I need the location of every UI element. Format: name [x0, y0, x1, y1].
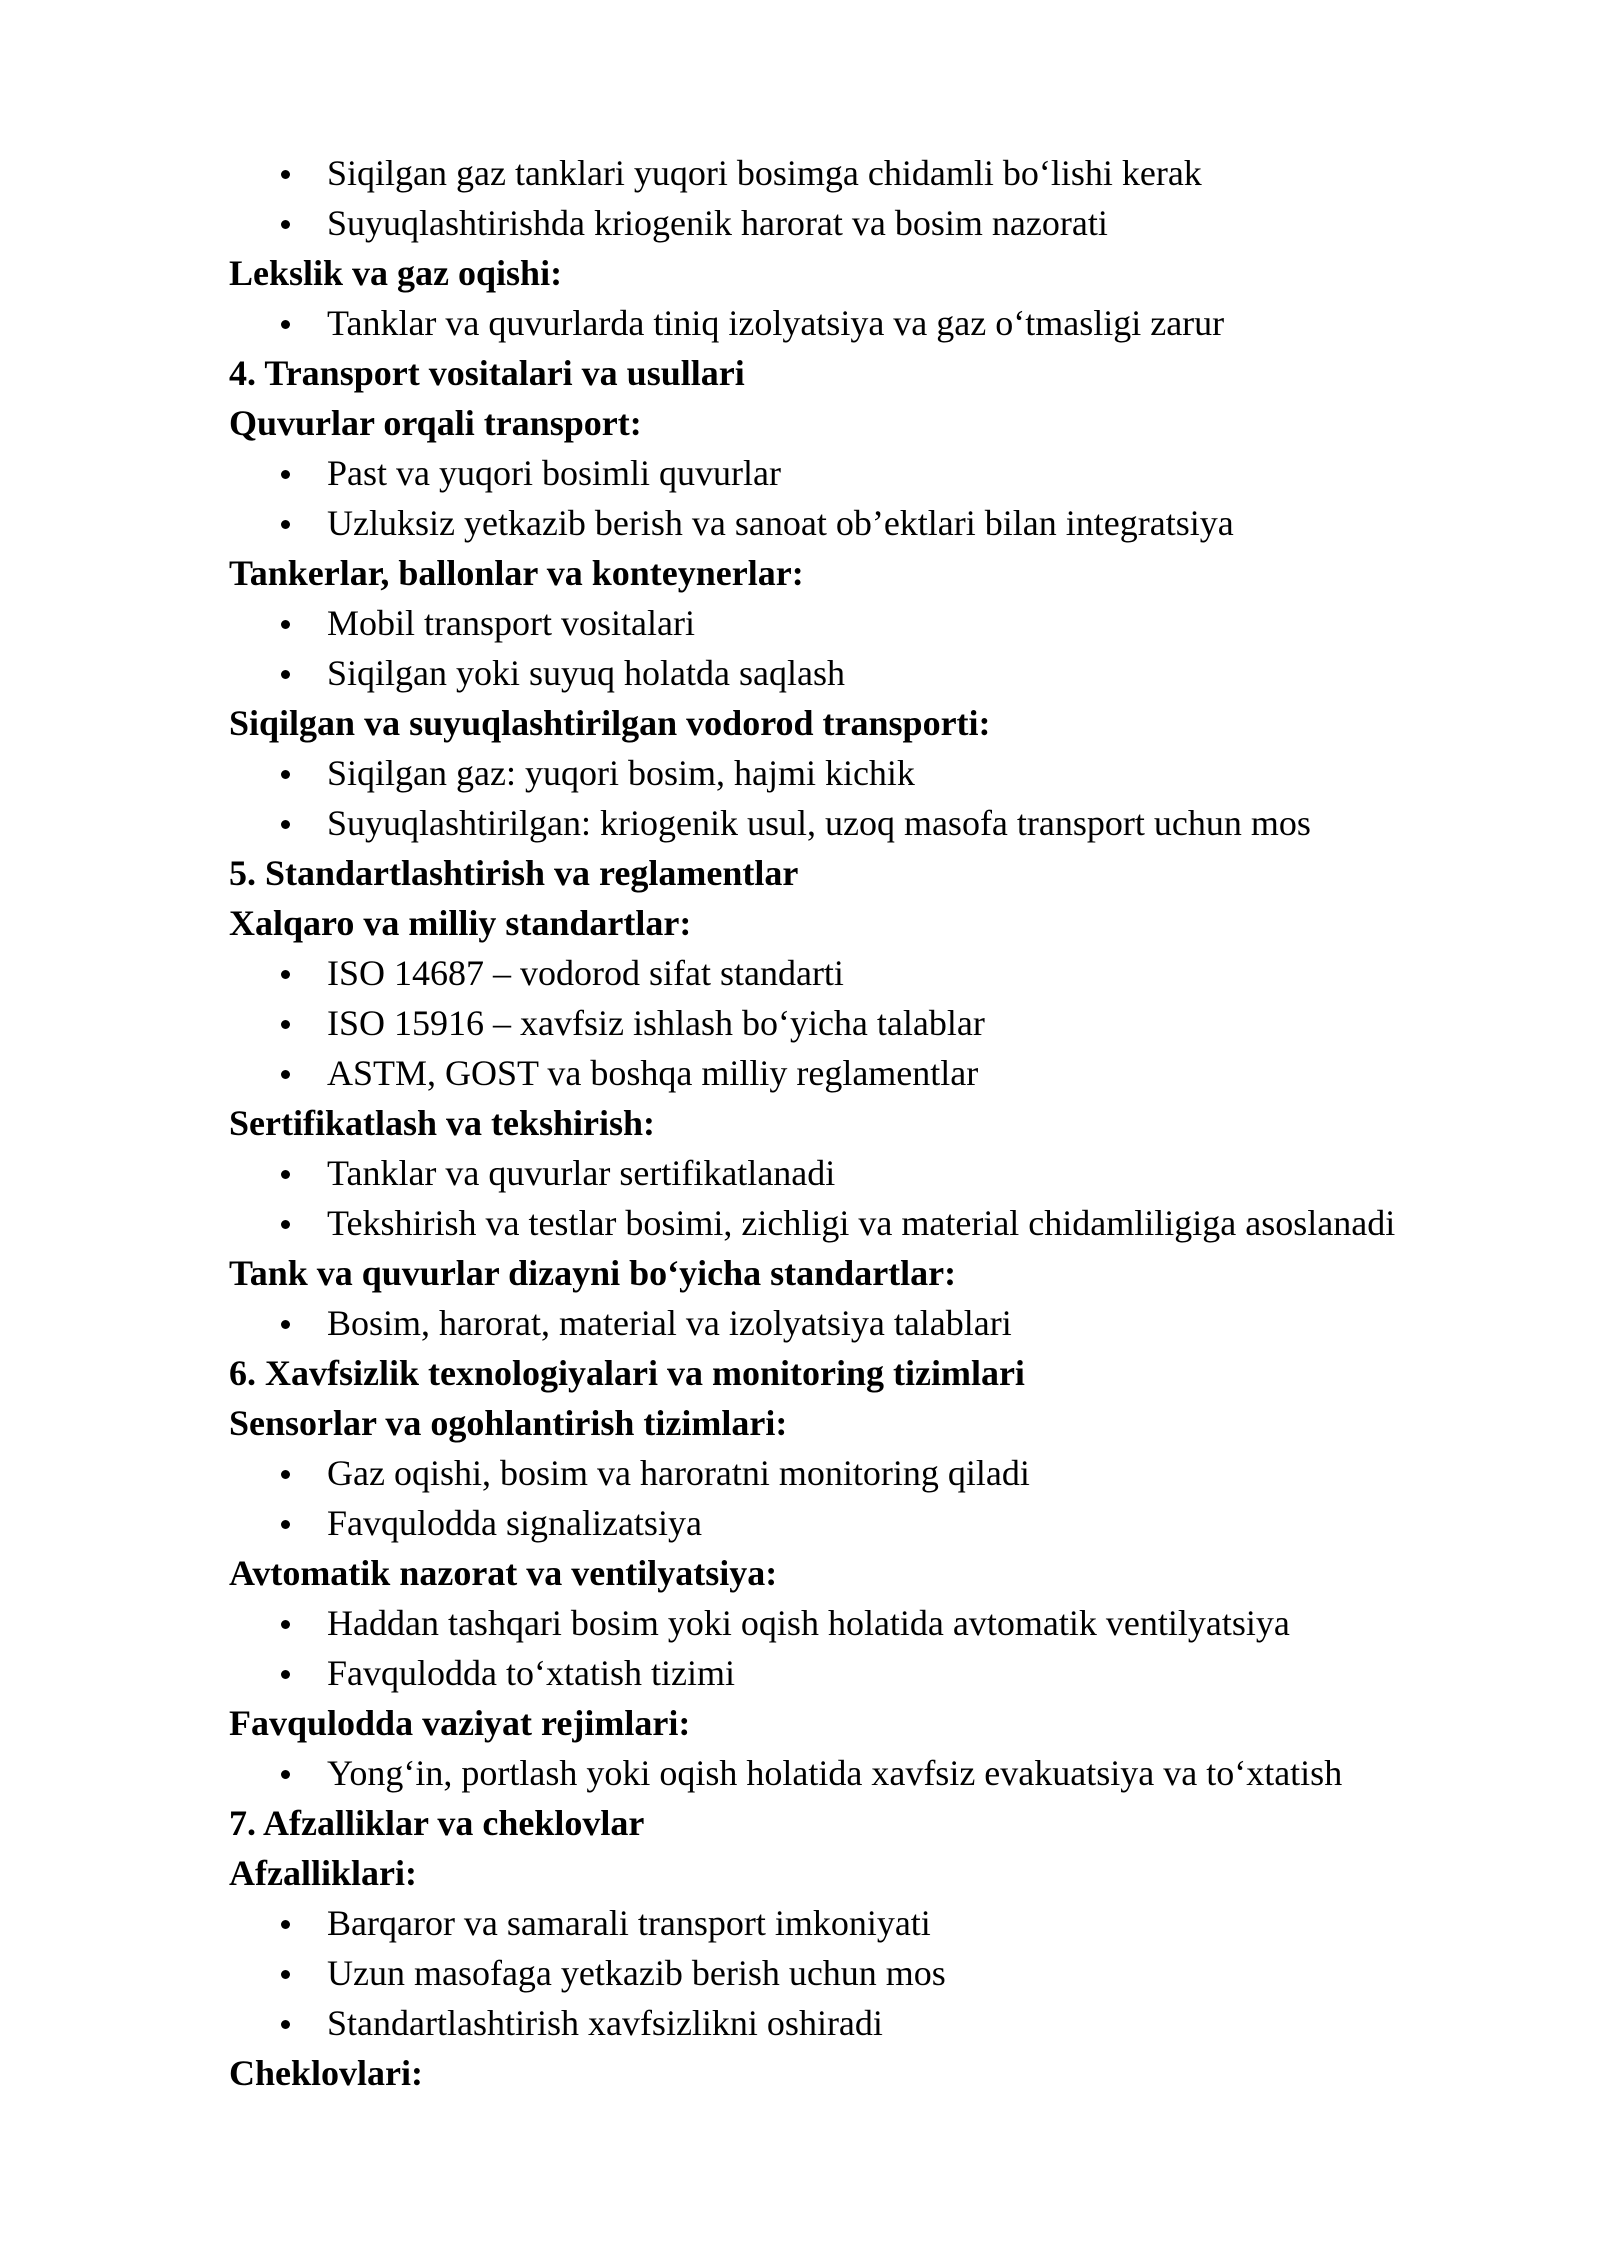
bullet-text: Tanklar va quvurlarda tiniq izolyatsiya va gaz o‘tmasligi zarur	[327, 303, 1225, 343]
bullet-item	[229, 948, 1529, 998]
bullet-item	[229, 448, 1529, 498]
subheading: Siqilgan va suyuqlashtirilgan vodorod transporti:	[229, 703, 991, 743]
bullet-icon	[281, 1170, 290, 1179]
bullet-icon	[281, 970, 290, 979]
bullet-icon	[281, 1920, 290, 1929]
bullet-text: Haddan tashqari bosim yoki oqish holatida avtomatik ventilyatsiya	[327, 1603, 1290, 1643]
bullet-icon	[281, 220, 290, 229]
bullet-icon	[281, 1520, 290, 1529]
bullet-icon	[281, 1470, 290, 1479]
subheading: Lekslik va gaz oqishi:	[229, 253, 563, 293]
bullet-item	[229, 748, 1529, 798]
bullet-item	[229, 1948, 1529, 1998]
bullet-text: ISO 15916 – xavfsiz ishlash bo‘yicha talablar	[327, 1003, 985, 1043]
bullet-text: Past va yuqori bosimli quvurlar	[327, 453, 781, 493]
bullet-item	[229, 1648, 1529, 1698]
bullet-icon	[281, 1220, 290, 1229]
subheading: Sensorlar va ogohlantirish tizimlari:	[229, 1403, 788, 1443]
bullet-icon	[281, 320, 290, 329]
bullet-text: Tekshirish va testlar bosimi, zichligi va material chidamliligiga asoslanadi	[327, 1203, 1396, 1243]
bullet-item	[229, 998, 1529, 1048]
bullet-text: Gaz oqishi, bosim va haroratni monitoring qiladi	[327, 1453, 1030, 1493]
bullet-icon	[281, 1320, 290, 1329]
bullet-text: Favqulodda signalizatsiya	[327, 1503, 702, 1543]
bullet-item	[229, 1598, 1529, 1648]
section-heading: 4. Transport vositalari va usullari	[229, 353, 745, 393]
subheading: Tankerlar, ballonlar va konteynerlar:	[229, 553, 804, 593]
bullet-item	[229, 1048, 1529, 1098]
bullet-item	[229, 1298, 1529, 1348]
subheading: Sertifikatlash va tekshirish:	[229, 1103, 656, 1143]
bullet-text: Favqulodda to‘xtatish tizimi	[327, 1653, 735, 1693]
bullet-text: Uzluksiz yetkazib berish va sanoat ob’ektlari bilan integratsiya	[327, 503, 1234, 543]
bullet-text: Mobil transport vositalari	[327, 603, 695, 643]
bullet-item	[229, 148, 1529, 198]
bullet-text: Standartlashtirish xavfsizlikni oshiradi	[327, 2003, 883, 2043]
bullet-text: ASTM, GOST va boshqa milliy reglamentlar	[327, 1053, 979, 1093]
bullet-icon	[281, 170, 290, 179]
bullet-icon	[281, 770, 290, 779]
subheading: Quvurlar orqali transport:	[229, 403, 642, 443]
bullet-text: ISO 14687 – vodorod sifat standarti	[327, 953, 844, 993]
bullet-icon	[281, 620, 290, 629]
bullet-item	[229, 598, 1529, 648]
bullet-text: Siqilgan yoki suyuq holatda saqlash	[327, 653, 845, 693]
subheading: Afzalliklari:	[229, 1853, 417, 1893]
bullet-item	[229, 1498, 1529, 1548]
subheading: Avtomatik nazorat va ventilyatsiya:	[229, 1553, 778, 1593]
subheading: Xalqaro va milliy standartlar:	[229, 903, 692, 943]
bullet-text: Tanklar va quvurlar sertifikatlanadi	[327, 1153, 836, 1193]
subheading: Cheklovlari:	[229, 2053, 423, 2093]
bullet-text: Siqilgan gaz tanklari yuqori bosimga chidamli bo‘lishi kerak	[327, 153, 1202, 193]
bullet-icon	[281, 520, 290, 529]
section-heading: 5. Standartlashtirish va reglamentlar	[229, 853, 799, 893]
bullet-text: Siqilgan gaz: yuqori bosim, hajmi kichik	[327, 753, 915, 793]
bullet-icon	[281, 1020, 290, 1029]
bullet-item	[229, 1998, 1529, 2048]
subheading: Tank va quvurlar dizayni bo‘yicha standartlar:	[229, 1253, 957, 1293]
bullet-icon	[281, 1970, 290, 1979]
bullet-item	[229, 798, 1529, 848]
section-heading: 7. Afzalliklar va cheklovlar	[229, 1803, 645, 1843]
bullet-icon	[281, 820, 290, 829]
bullet-icon	[281, 1620, 290, 1629]
section-heading: 6. Xavfsizlik texnologiyalari va monitoring tizimlari	[229, 1353, 1025, 1393]
subheading: Favqulodda vaziyat rejimlari:	[229, 1703, 691, 1743]
bullet-item	[229, 1198, 1529, 1248]
bullet-icon	[281, 470, 290, 479]
bullet-item	[229, 298, 1529, 348]
bullet-text: Suyuqlashtirilgan: kriogenik usul, uzoq masofa transport uchun mos	[327, 803, 1311, 843]
document-page	[229, 148, 1529, 2098]
bullet-item	[229, 498, 1529, 548]
bullet-item	[229, 198, 1529, 248]
bullet-item	[229, 1148, 1529, 1198]
bullet-icon	[281, 2020, 290, 2029]
bullet-item	[229, 1448, 1529, 1498]
bullet-icon	[281, 1070, 290, 1079]
bullet-text: Barqaror va samarali transport imkoniyati	[327, 1903, 931, 1943]
bullet-item	[229, 648, 1529, 698]
bullet-icon	[281, 670, 290, 679]
bullet-item	[229, 1748, 1529, 1798]
bullet-text: Bosim, harorat, material va izolyatsiya talablari	[327, 1303, 1012, 1343]
bullet-text: Suyuqlashtirishda kriogenik harorat va bosim nazorati	[327, 203, 1108, 243]
bullet-icon	[281, 1770, 290, 1779]
bullet-text: Yong‘in, portlash yoki oqish holatida xavfsiz evakuatsiya va to‘xtatish	[327, 1753, 1343, 1793]
bullet-item	[229, 1898, 1529, 1948]
bullet-text: Uzun masofaga yetkazib berish uchun mos	[327, 1953, 946, 1993]
bullet-icon	[281, 1670, 290, 1679]
